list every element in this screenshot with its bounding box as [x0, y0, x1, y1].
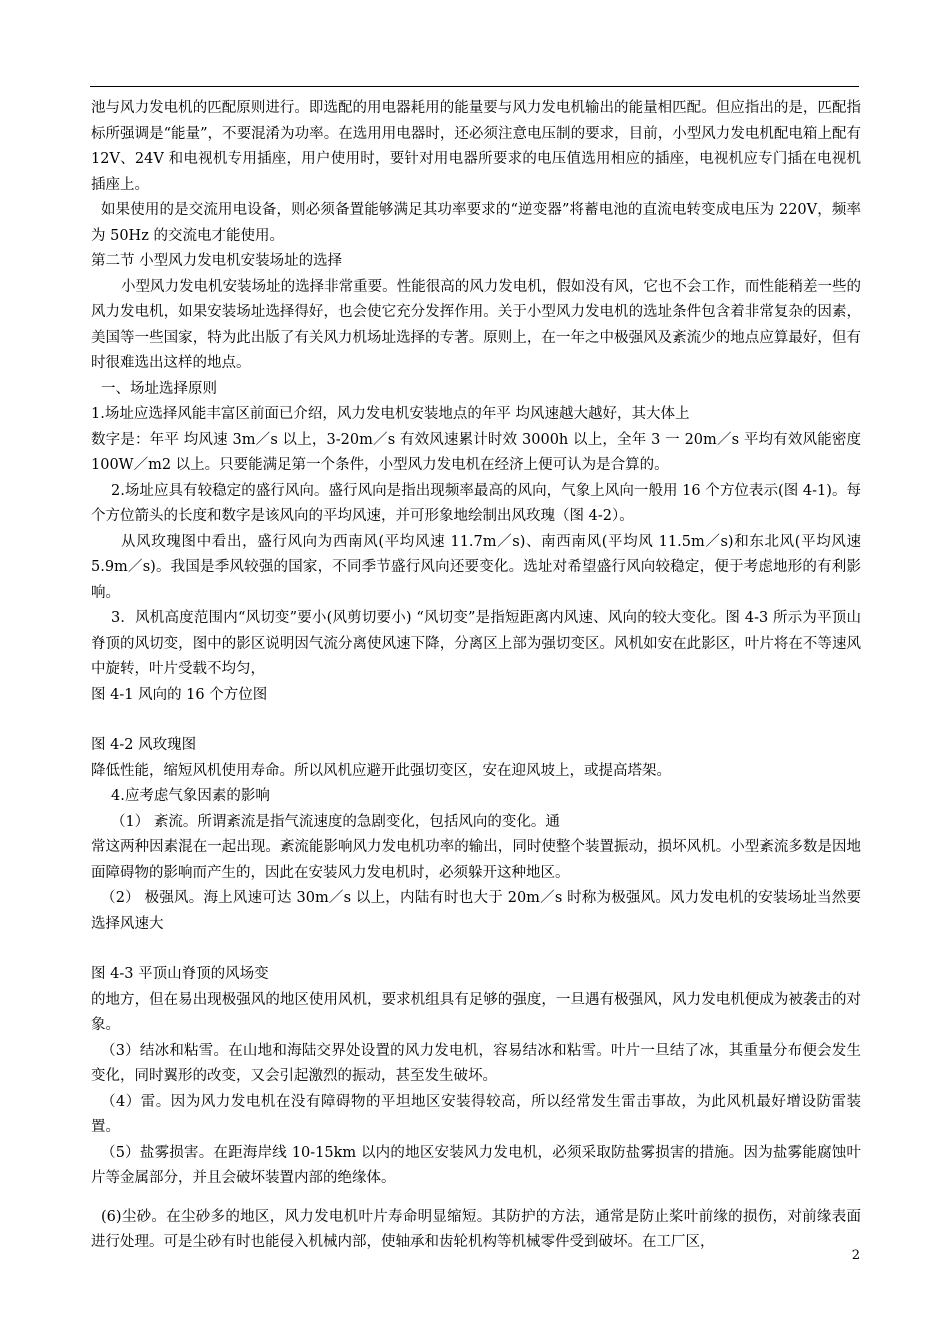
page-number: 2	[851, 1248, 860, 1263]
figure-placeholder	[91, 708, 861, 733]
paragraph-matching: 池与风力发电机的匹配原则进行。即选配的用电器耗用的能量要与风力发电机输出的能量相匹配。但应指出的是，匹配指标所强调是“能量”，不要混淆为功率。在选用用电器时，还必须注意电压制的要求，目前，小型风力发电机配电箱上配有 12V、24V 和电视机专用插座，用户使用时，要针对用电器所要求的电压值选用相应的插座，电视机应专门插在电视机插座上。	[91, 100, 861, 193]
figure-placeholder	[91, 937, 861, 962]
section-heading: 第二节 小型风力发电机安装场址的选择	[91, 253, 343, 269]
subsection-heading: 一、场址选择原则	[101, 380, 217, 397]
paragraph-principle-3: 3．风机高度范围内“风切变”要小(风剪切要小) “风切变”是指短距离内风速、风向的较大变化。图 4-3 所示为平顶山脊顶的风切变，图中的影区说明因气流分离使风速下降，分离区上部为强切变区。风机如安在此影区，叶片将在不等速风中旋转，叶片受载不均匀，	[91, 610, 861, 677]
paragraph-shear-cont: 降低性能，缩短风机使用寿命。所以风机应避开此强切变区，安在迎风坡上，或提高塔架。	[91, 762, 671, 779]
paragraph-strong-wind: （2） 极强风。海上风速可达 30m／s 以上，内陆有时也大于 20m／s 时称为极强风。风力发电机的安装场址当然要选择风速大	[91, 890, 861, 932]
paragraph-site-intro: 小型风力发电机安装场址的选择非常重要。性能很高的风力发电机，假如没有风，它也不会工作，而性能稍差一些的风力发电机，如果安装场址选择得好，也会使它充分发挥作用。关于小型风力发电机的选址条件包含着非常复杂的因素，美国等一些国家，特为此出版了有关风力机场址选择的专著。原则上，在一年之中极强风及紊流少的地点应算最好，但有时很难选出这样的地点。	[91, 278, 861, 371]
paragraph-icing: （3）结冰和粘雪。在山地和海陆交界处设置的风力发电机，容易结冰和粘雪。叶片一旦结了冰，其重量分布便会发生变化，同时翼形的改变，又会引起激烈的振动，甚至发生破坏。	[91, 1042, 861, 1084]
paragraph-turbulence: （1） 紊流。所谓紊流是指气流速度的急剧变化，包括风向的变化。通	[111, 813, 560, 830]
paragraph-principle-4: 4.应考虑气象因素的影响	[111, 788, 270, 804]
paragraph-turbulence-cont: 常这两种因素混在一起出现。紊流能影响风力发电机功率的输出，同时使整个装置振动，损坏风机。小型紊流多数是因地面障碍物的影响而产生的，因此在安装风力发电机时，必须躲开这种地区。	[91, 839, 861, 881]
paragraph-principle-2: 2.场址应具有较稳定的盛行风向。盛行风向是指出现频率最高的风向，气象上风向一般用 16 个方位表示(图 4-1)。每个方位箭头的长度和数字是该风向的平均风速，并可形象地绘制出风玫瑰（图 4-2）。	[91, 482, 861, 524]
paragraph-wind-rose: 从风玫瑰图中看出，盛行风向为西南风(平均风速 11.7m／s)、南西南风(平均风 11.5m／s)和东北风(平均风速 5.9m／s)。我国是季风较强的国家，不同季节盛行风向还要变化。选址对希望盛行风向较稳定，便于考虑地形的有利影响。	[91, 533, 861, 601]
paragraph-salt-fog: （5）盐雾损害。在距海岸线 10-15km 以内的地区安装风力发电机，必须采取防盐雾损害的措施。因为盐雾能腐蚀叶片等金属部分，并且会破坏装置内部的绝缘体。	[91, 1144, 861, 1186]
figure-caption-4-2: 图 4-2 风玫瑰图	[91, 737, 197, 753]
document-body	[91, 96, 861, 1256]
paragraph-principle-1: 1.场址应选择风能丰富区前面已介绍，风力发电机安装地点的年平 均风速越大越好，其大体上	[91, 406, 690, 422]
paragraph-lightning: （4）雷。因为风力发电机在没有障碍物的平坦地区安装得较高，所以经常发生雷击事故，为此风机最好增设防雷装置。	[91, 1093, 861, 1135]
header-rule	[90, 86, 859, 87]
paragraph-strong-wind-cont: 的地方，但在易出现极强风的地区使用风机，要求机组具有足够的强度，一旦遇有极强风，风力发电机便成为被袭击的对象。	[91, 991, 861, 1033]
paragraph-inverter: 如果使用的是交流用电设备，则必须备置能够满足其功率要求的“逆变器”将蓄电池的直流电转变成电压为 220V，频率为 50Hz 的交流电才能使用。	[91, 202, 861, 244]
paragraph-principle-1-cont: 数字是：年平 均风速 3m／s 以上，3-20m／s 有效风速累计时效 3000h 以上，全年 3 一 20m／s 平均有效风能密度 100W／m2 以上。只要能满足第一个条件，小型风力发电机在经济上便可认为是合算的。	[91, 431, 861, 473]
spacer	[91, 1192, 861, 1205]
figure-caption-4-3: 图 4-3 平顶山脊顶的风场变	[91, 966, 269, 982]
figure-caption-4-1: 图 4-1 风向的 16 个方位图	[91, 686, 268, 703]
paragraph-dust: (6)尘砂。在尘砂多的地区，风力发电机叶片寿命明显缩短。其防护的方法，通常是防止桨叶前缘的损伤，对前缘表面进行处理。可是尘砂有时也能侵入机械内部，使轴承和齿轮机构等机械零件受到破坏。在工厂区，	[91, 1208, 861, 1250]
